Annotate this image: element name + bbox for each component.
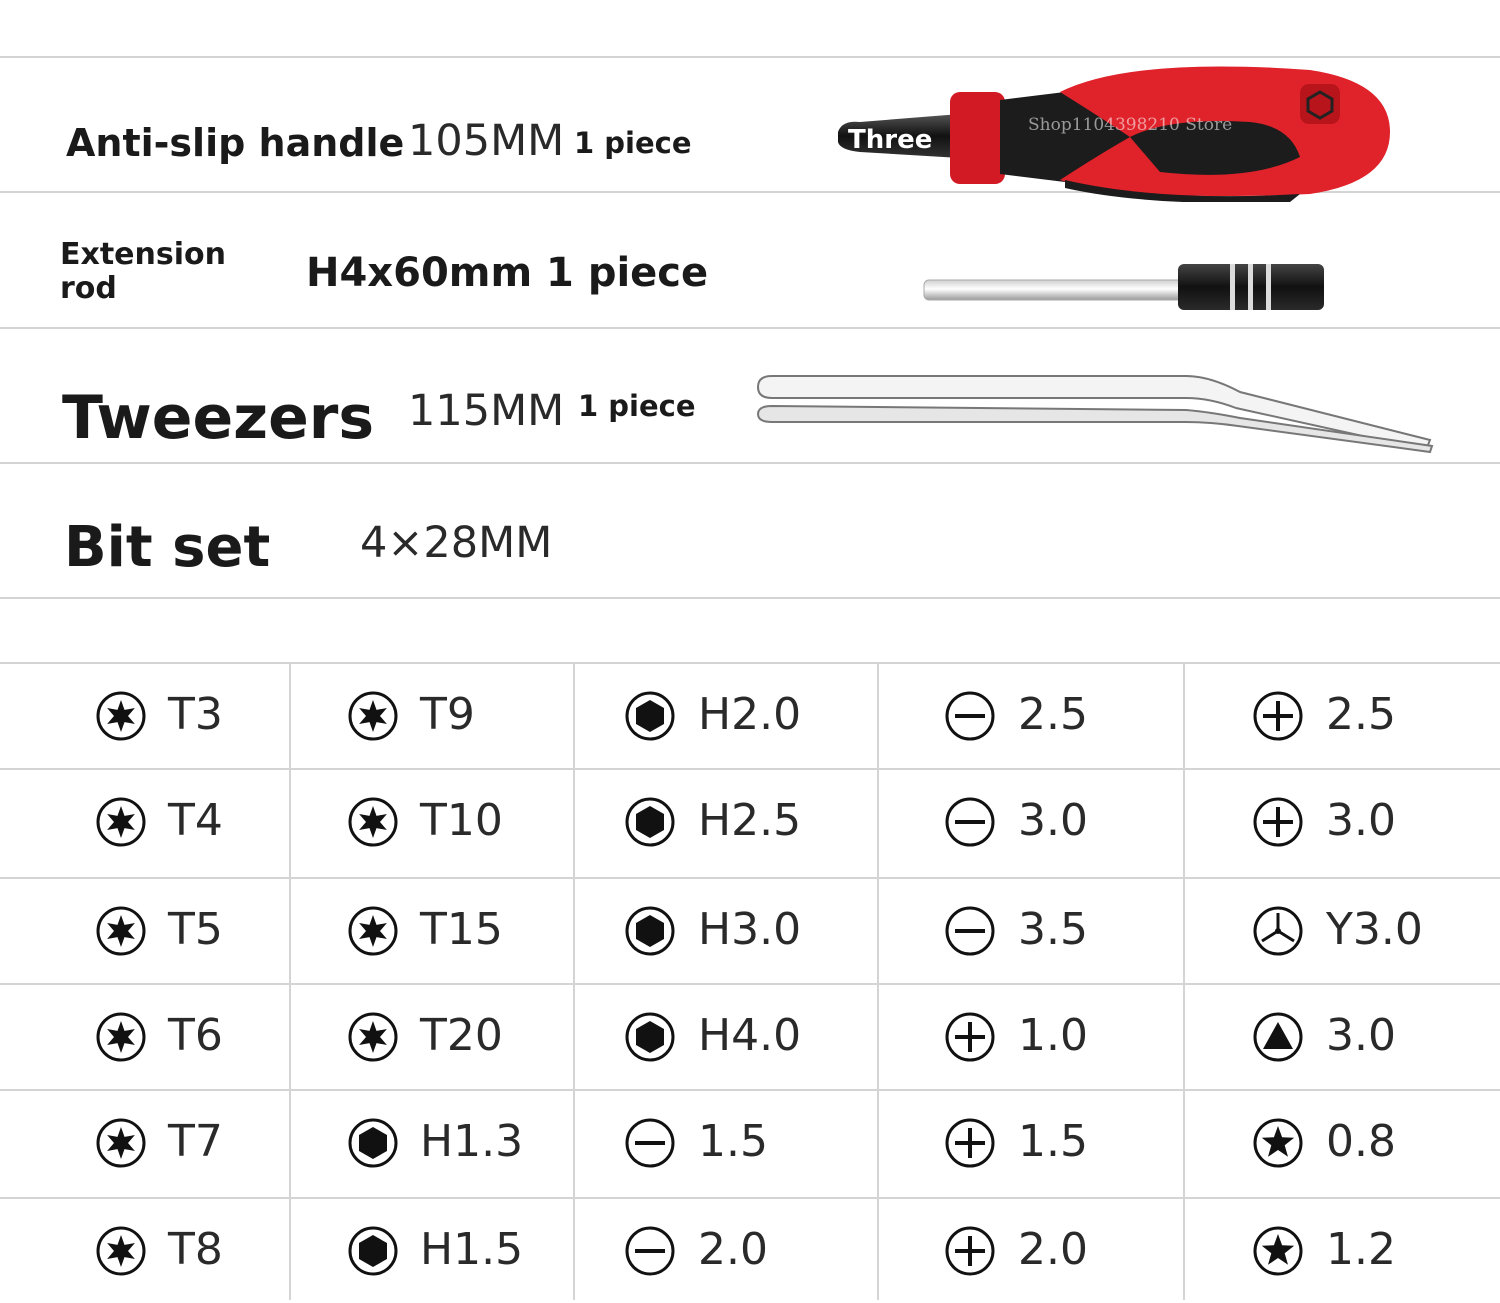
item-qty-tweezers: 1 piece: [578, 389, 696, 423]
screwdriver-handle-image: [830, 62, 1400, 202]
handle-image-text: Three: [848, 125, 933, 155]
bit-label: 3.0: [1326, 795, 1396, 846]
bit-label: 1.5: [698, 1116, 768, 1167]
bit-label: H4.0: [698, 1010, 802, 1061]
divider: [0, 327, 1500, 329]
bit-label: T10: [420, 795, 503, 846]
bit-label: T9: [420, 689, 475, 740]
bit-label: T15: [420, 904, 503, 955]
divider: [0, 597, 1500, 599]
bit-label: 3.0: [1018, 795, 1088, 846]
bit-label: H2.0: [698, 689, 802, 740]
divider: [0, 56, 1500, 58]
item-size-tweezers: 115MM: [408, 386, 565, 436]
bit-label: 2.5: [1018, 689, 1088, 740]
phillips-icon: [1252, 690, 1304, 742]
bit-label: 3.0: [1326, 1010, 1396, 1061]
watermark-text: Shop1104398210 Store: [1028, 115, 1233, 135]
bit-label: T4: [168, 795, 223, 846]
bit-label: H2.5: [698, 795, 802, 846]
bit-label: H1.3: [420, 1116, 524, 1167]
extension-rod-image: [920, 258, 1330, 316]
item-name-extension-rod: Extension rod: [60, 237, 226, 306]
tri-wing-icon: [1252, 905, 1304, 957]
bit-label: T20: [420, 1010, 503, 1061]
bit-label: 2.0: [1018, 1224, 1088, 1275]
bit-label: H1.5: [420, 1224, 524, 1275]
bit-label: 1.5: [1018, 1116, 1088, 1167]
bit-label: T8: [168, 1224, 223, 1275]
bit-label: 1.0: [1018, 1010, 1088, 1061]
pentalobe-icon: [1252, 1117, 1304, 1169]
bit-cell: [0, 1089, 1500, 1195]
bit-cell: [0, 877, 1500, 983]
tweezers-image: [750, 370, 1440, 460]
bit-label: Y3.0: [1326, 904, 1423, 955]
bit-cell: [0, 662, 1500, 768]
bit-label: 2.5: [1326, 689, 1396, 740]
bit-label: T7: [168, 1116, 223, 1167]
bit-label: H3.0: [698, 904, 802, 955]
item-size-handle: 105MM: [408, 116, 565, 166]
item-size-bit-set: 4×28MM: [360, 518, 553, 568]
bit-label: T6: [168, 1010, 223, 1061]
item-name-handle: Anti-slip handle: [66, 121, 405, 165]
pentalobe-icon: [1252, 1225, 1304, 1277]
item-name-tweezers: Tweezers: [62, 383, 375, 453]
item-name-bit-set: Bit set: [64, 515, 271, 580]
phillips-icon: [1252, 796, 1304, 848]
divider: [0, 462, 1500, 464]
item-qty-handle: 1 piece: [574, 126, 692, 160]
bit-label: 1.2: [1326, 1224, 1396, 1275]
bit-cell: [0, 1197, 1500, 1303]
bit-label: 0.8: [1326, 1116, 1396, 1167]
bit-cell: [0, 983, 1500, 1089]
bit-label: T3: [168, 689, 223, 740]
bit-table: [0, 662, 1500, 1300]
triangle-icon: [1252, 1011, 1304, 1063]
bit-label: 3.5: [1018, 904, 1088, 955]
bit-label: 2.0: [698, 1224, 768, 1275]
bit-label: T5: [168, 904, 223, 955]
item-size-extension-rod: H4x60mm 1 piece: [306, 250, 709, 296]
bit-cell: [0, 768, 1500, 874]
